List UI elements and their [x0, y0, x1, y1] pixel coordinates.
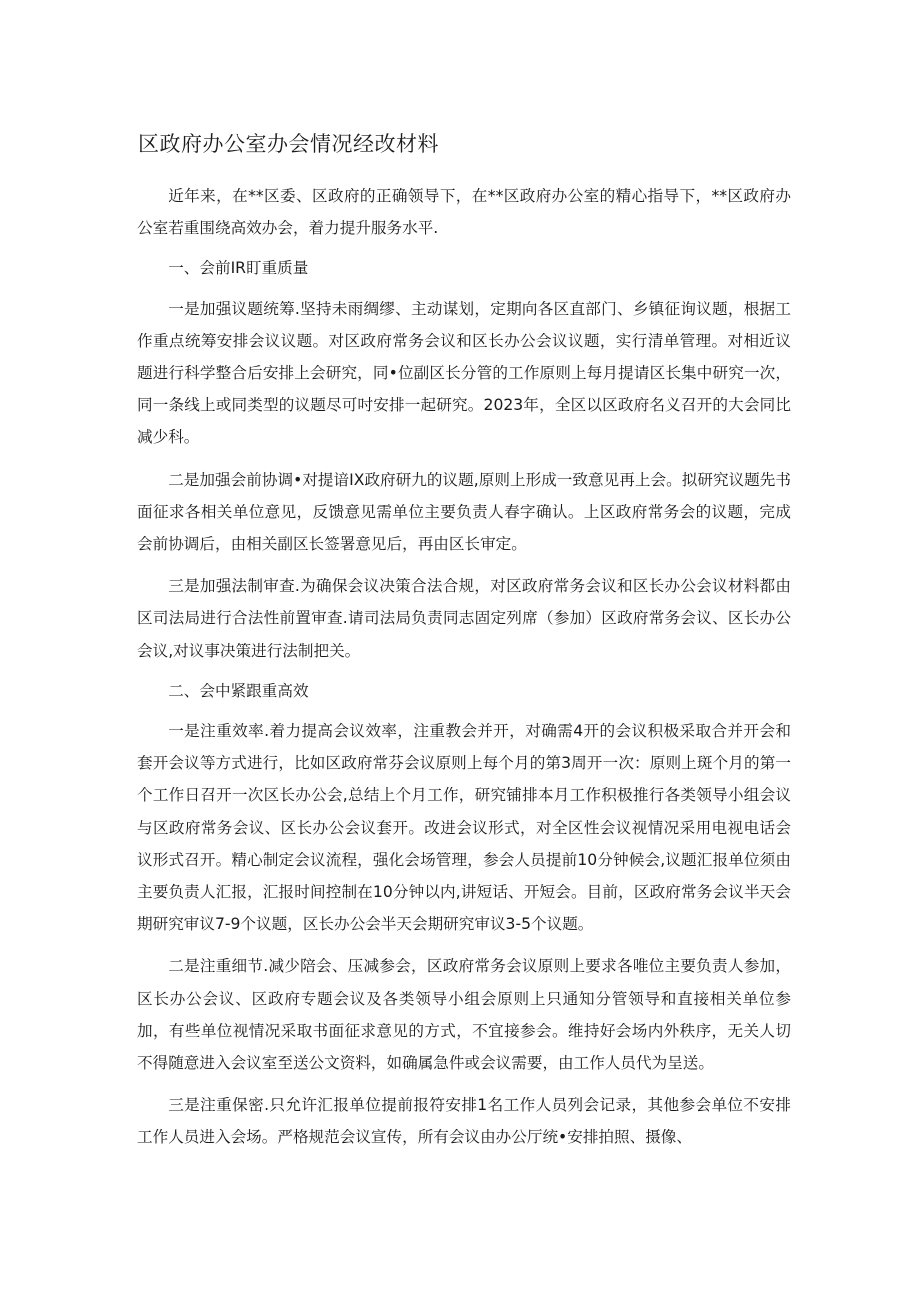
paragraph-efficiency: 一是注重效率.着力提高会议效率，注重教会并开，对确需4开的会议积极采取合并开会和套开会议等方式进行，比如区政府常芬会议原则上每个月的第3周开一次：原则上斑个月的第一个工作日召开一次区长办公会,总结上个月工作，研究铺排本月工作积极推行各类领导小组会议与区政府常务会议、区长办公会议套开。改进会议形式，对全区性会议视情况采用电视电话会议形式召开。精心制定会议流程，强化会场管理，参会人员提前10分钟候会,议题汇报单位须由主要负责人汇报，汇报时间控制在10分钟以内,讲短话、开短会。目前，区政府常务会议半天会期研究审议7-9个议题，区长办公会半天会期研究审议3-5个议题。 — [137, 722, 791, 934]
paragraph-legal-review: 三是加强法制审查.为确保会议决策合法合规，对区政府常务会议和区长办公会议材料都由区司法局进行合法性前置审查.请司法局负责同志固定列席（参加）区政府常务会议、区长办公会议,对议事决策进行法制把关。 — [137, 577, 791, 660]
section-heading-pre-meeting: 一、会前IR盯重质量 — [168, 259, 309, 278]
paragraph-pre-meeting-consultation: 二是加强会前协调•对提谙IX政府研九的议题,原则上形成一致意见再上会。拟研究议题先书面征求各相关单位意见，反馈意见需单位主要负责人春字确认。上区政府常务会的议题，完成会前协调后，由相关副区长签署意见后，再由区长审定。 — [137, 470, 791, 554]
document-body — [137, 180, 791, 1154]
intro-paragraph: 近年来，在**区委、区政府的正确领导下，在**区政府办公室的精心指导下，**区政府办公室若重围绕高效办会，着力提升服务水平. — [137, 187, 791, 238]
paragraph-agenda-coordination: 一是加强议题统筹.坚持未雨绸缪、主动谋划，定期向各区直部门、乡镇征询议题，根据工作重点统筹安排会议议题。对区政府常务会议和区长办公会议议题，实行清单管理。对相近议题进行科学整合后安排上会研究，同•位副区长分管的工作原则上每月提请区长集中研究一次，同一条线上或同类型的议题尽可吋安排一起研究。2023年，全区以区政府名义召开的大会同比减少科。 — [137, 299, 791, 447]
section-heading-in-meeting: 二、会中紧跟重高效 — [168, 681, 309, 700]
paragraph-details: 二是注重细节.减少陪会、压减参会，区政府常务会议原则上要求各唯位主要负责人参加，区长办公会议、区政府专题会议及各类领导小组会原则上只通知分管领导和直接相关单位参加，有些单位视情况采取书面征求意见的方式，不宜接参会。维持好会场内外秩序，无关人切不得随意进入会议室至送公文资料，如确属急件或会议需要，由工作人员代为呈送。 — [137, 957, 791, 1073]
paragraph-confidentiality: 三是注重保密.只允许汇报单位提前报符安排1名工作人员列会记录，其他参会单位不安排工作人员进入会场。严格规范会议宣传，所有会议由办公厅统•安排拍照、摄像、 — [137, 1096, 791, 1147]
document-title: 区政府办公室办会情况经改材料 — [138, 132, 439, 156]
